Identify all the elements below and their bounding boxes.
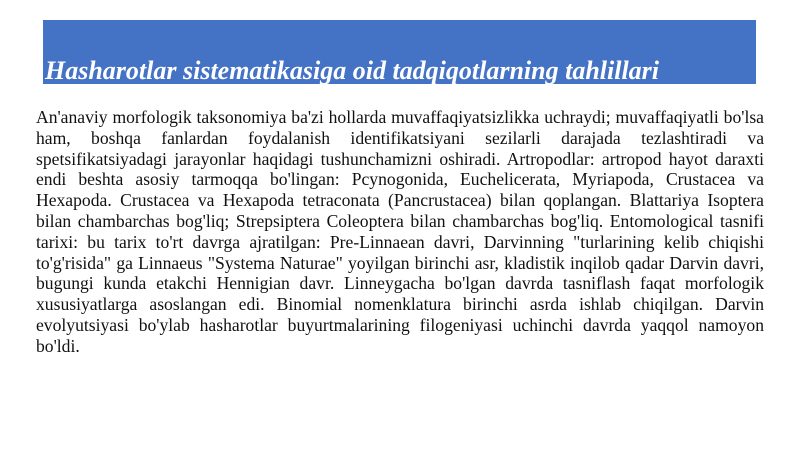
slide-title: Hasharotlar sistematikasiga oid tadqiqotlarning tahlillari — [45, 56, 660, 85]
slide-body-text: An'anaviy morfologik taksonomiya ba'zi hollarda muvaffaqiyatsizlikka uchraydi; muvaffaqiyatli bo'lsa ham, boshqa fanlardan foydalanish identifikatsiyani sezilarli darajada tezlashtiradi va spetsifikatsiyadagi jarayonlar haqidagi tushunchamizni oshiradi. Artropodlar: artropod hayot daraxti endi beshta asosiy tarmoqqa bo'lingan: Pcynogonida, Euchelicerata, Myriapoda, Crustacea va Hexapoda. Crustacea va Hexapoda tetraconata (Pancrustacea) bilan qoplangan. Blattariya Isoptera bilan chambarchas bog'liq; Strepsiptera Coleoptera bilan chambarchas bog'liq. Entomological tasnifi tarixi: bu tarix to'rt davrga ajratilgan: Pre-Linnaean davri, Darvinning "turlarining kelib chiqishi to'g'risida" ga Linnaeus "Systema Naturae" yoyilgan birinchi asr, kladistik inqilob qadar Darvin davri, bugungi kunda etakchi Hennigian davr. Linneygacha bo'lgan davrda tasniflash faqat morfologik xususiyatlarga asoslangan edi. Binomial nomenklatura birinchi asrda ishlab chiqilgan. Darvin evolyutsiyasi bo'ylab hasharotlar buyurtmalarining filogeniyasi uchinchi davrda yaqqol namoyon bo'ldi. — [36, 107, 764, 356]
